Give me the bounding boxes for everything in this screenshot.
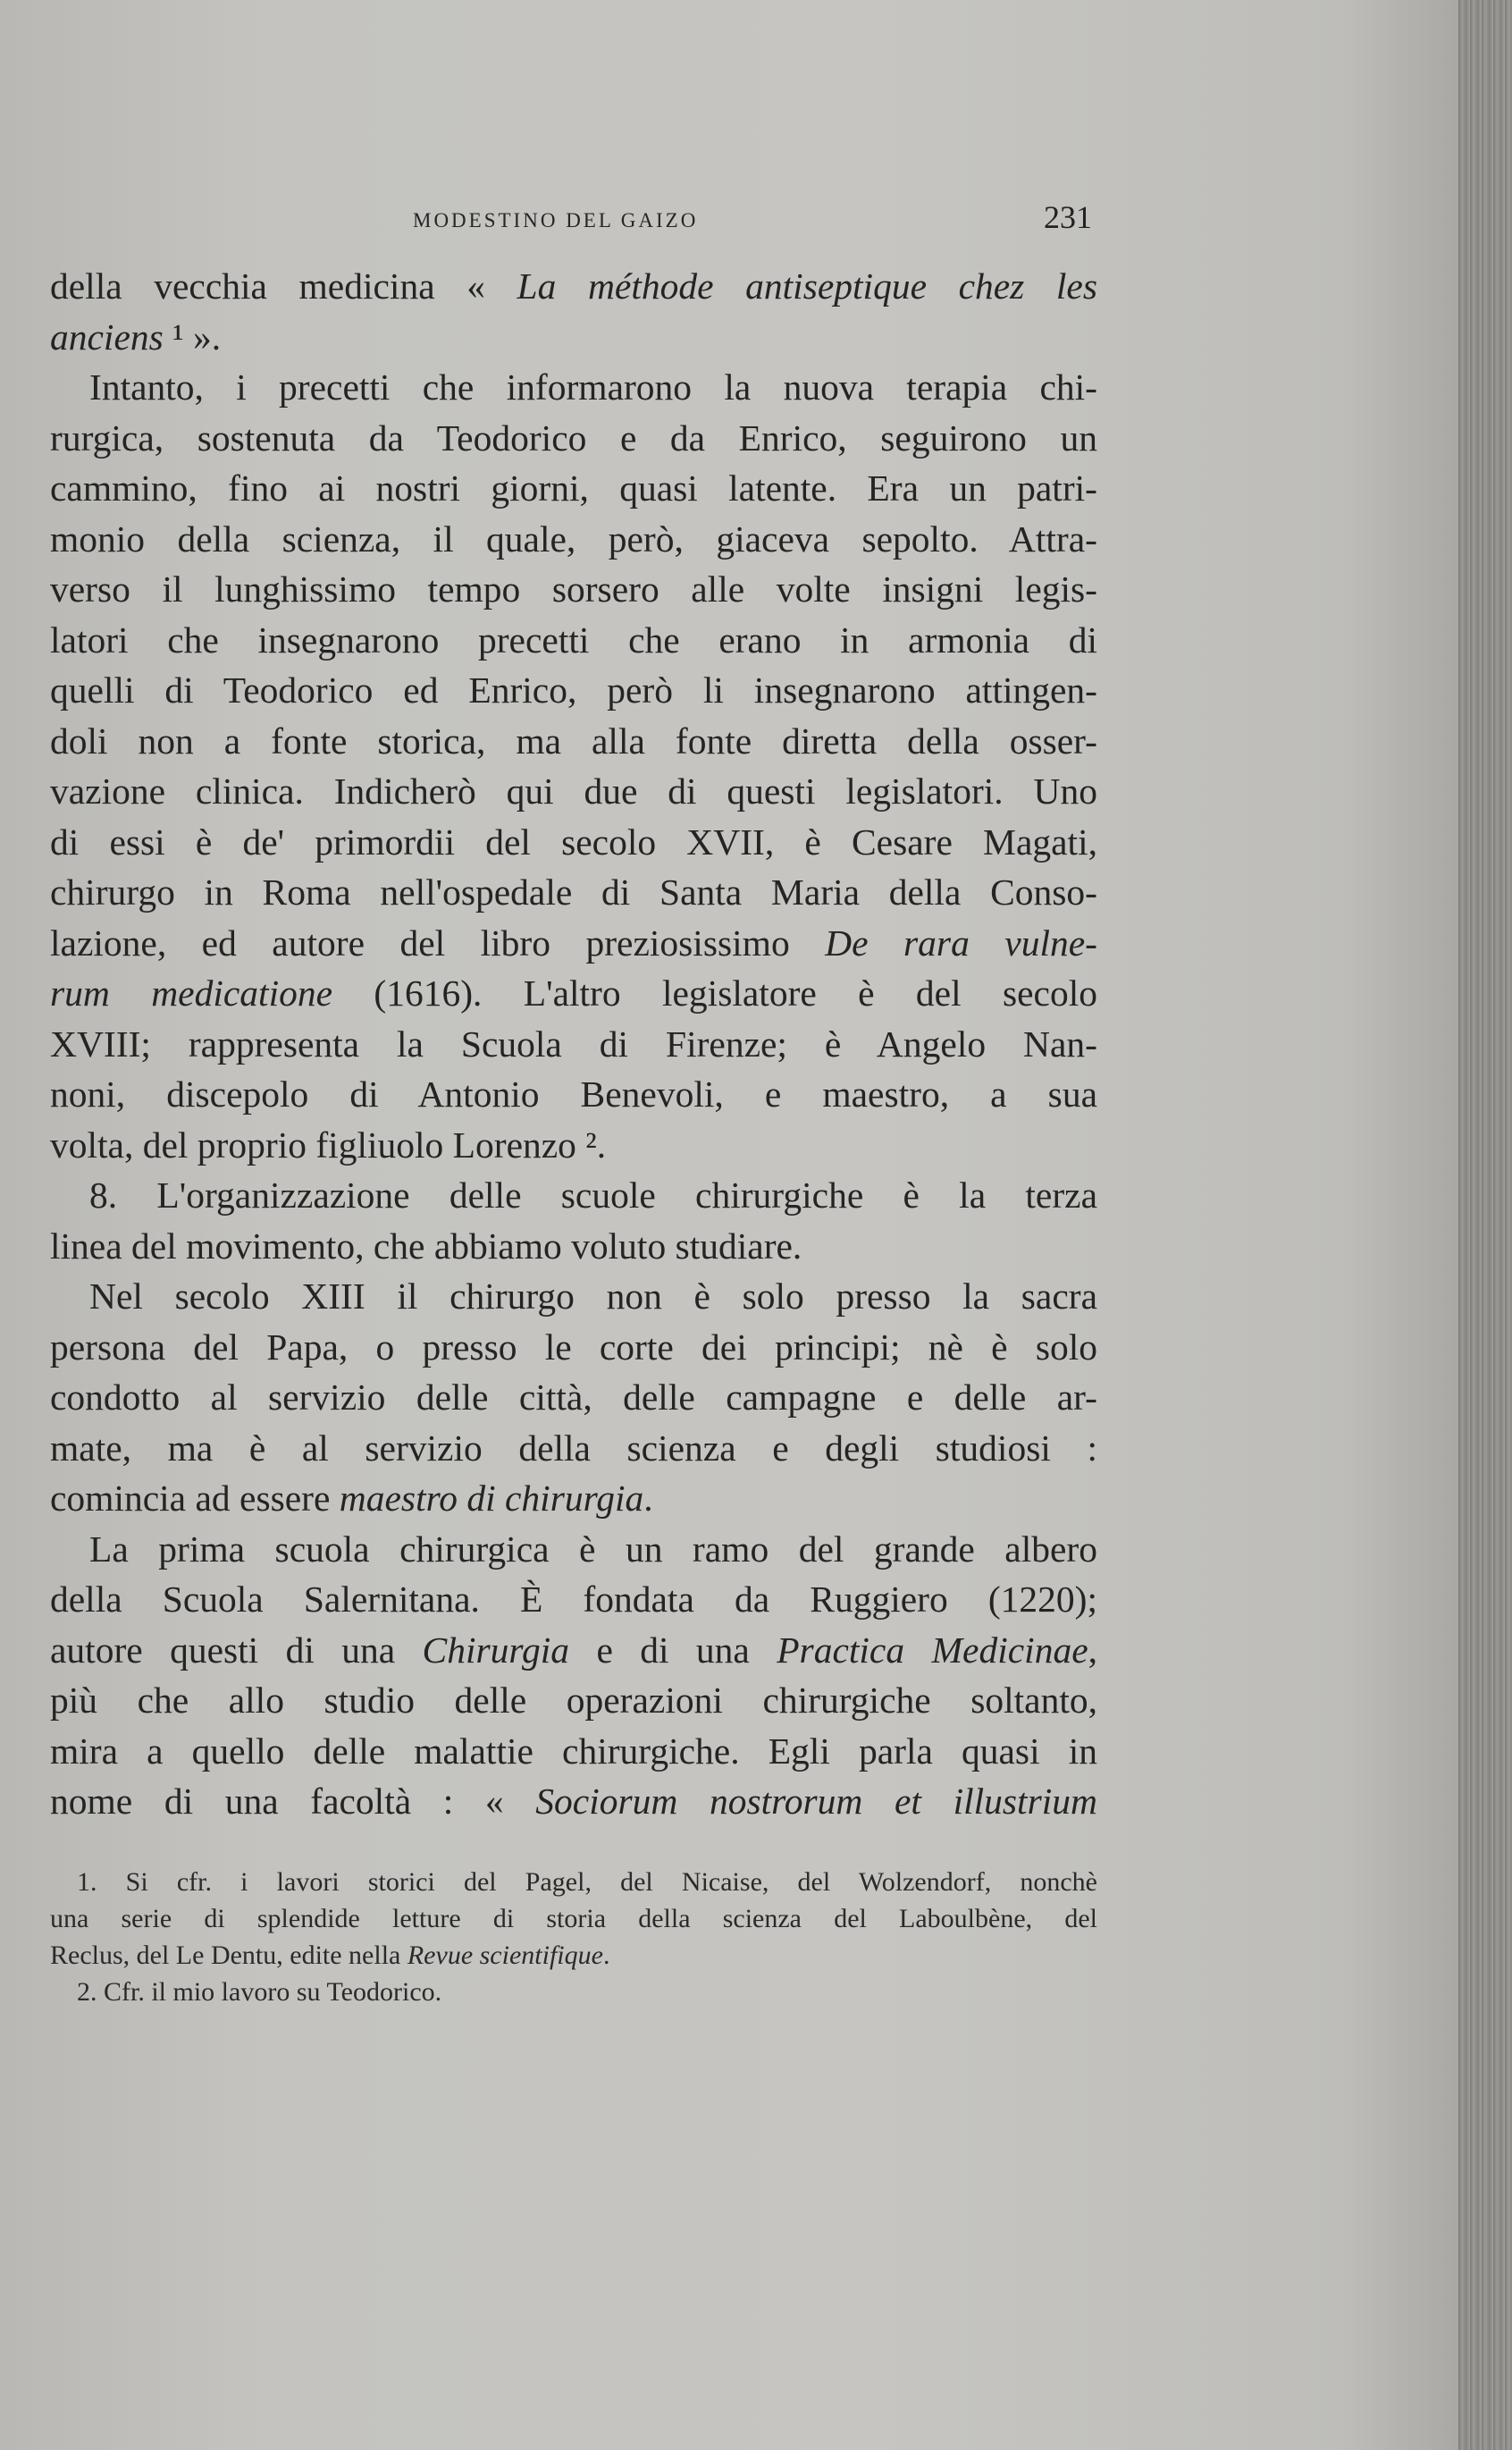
text-line: [50, 1473, 1097, 1524]
text-segment: Intanto, i precetti che informarono la nuova terapia chi-: [89, 366, 1097, 408]
text-line: [50, 1675, 1097, 1726]
text-line: [50, 1372, 1097, 1423]
text-segment: Reclus, del Le Dentu, edite nella: [50, 1941, 407, 1970]
text-segment: comincia ad essere: [50, 1478, 340, 1519]
text-line: [50, 968, 1097, 1019]
text-line: [50, 867, 1097, 918]
running-title: MODESTINO DEL GAIZO: [413, 209, 699, 232]
italic-text: De rara vulne-: [825, 922, 1097, 964]
italic-text: Practica Medicinae: [777, 1629, 1088, 1671]
text-segment: lazione, ed autore del libro preziosissimo: [50, 922, 826, 964]
text-segment: cammino, fino ai nostri giorni, quasi latente. Era un patri-: [50, 467, 1097, 509]
text-line: [50, 1726, 1097, 1777]
body-text: [50, 261, 1097, 1827]
text-line: [50, 918, 1097, 969]
text-segment: 1. Si cfr. i lavori storici del Pagel, del Nicaise, del Wolzendorf, nonchè: [77, 1867, 1097, 1897]
italic-text: rum medicatione: [50, 972, 333, 1014]
text-line: [50, 362, 1097, 413]
text-line: [50, 463, 1097, 514]
page-number: 231: [1044, 199, 1092, 235]
text-line: [50, 1322, 1097, 1373]
text-line: [50, 1170, 1097, 1221]
text-segment: ¹ ».: [163, 316, 222, 358]
italic-text: Chirurgia: [422, 1629, 570, 1671]
text-segment: latori che insegnarono precetti che erano in armonia di: [50, 619, 1097, 661]
text-segment: 2. Cfr. il mio lavoro su Teodorico.: [77, 1977, 442, 2007]
text-segment: verso il lunghissimo tempo sorsero alle volte insigni legis-: [50, 568, 1097, 610]
text-segment: XVIII; rappresenta la Scuola di Firenze; è Angelo Nan-: [50, 1023, 1097, 1065]
text-line: [50, 665, 1097, 716]
text-segment: noni, discepolo di Antonio Benevoli, e maestro, a sua: [50, 1073, 1097, 1115]
text-segment: di essi è de' primordii del secolo XVII, è Cesare Magati,: [50, 821, 1097, 863]
text-line: [50, 1120, 1097, 1171]
text-segment: più che allo studio delle operazioni chirurgiche soltanto,: [50, 1680, 1097, 1721]
footnotes: [50, 1864, 1097, 2010]
text-line: [50, 413, 1097, 464]
text-line: [50, 1423, 1097, 1474]
text-segment: ,: [1088, 1629, 1097, 1671]
text-segment: doli non a fonte storica, ma alla fonte diretta della osser-: [50, 720, 1097, 762]
text-line: [50, 312, 1097, 363]
text-line: [50, 817, 1097, 868]
text-line: [50, 261, 1097, 312]
footnote-line: [50, 1864, 1097, 1900]
text-line: [50, 1221, 1097, 1272]
text-segment: condotto al servizio delle città, delle campagne e delle ar-: [50, 1377, 1097, 1418]
page-stack-edge: [1458, 0, 1512, 2450]
text-segment: La prima scuola chirurgica è un ramo del grande albero: [89, 1528, 1097, 1570]
text-segment: autore questi di una: [50, 1629, 423, 1671]
text-line: [50, 1524, 1097, 1575]
text-segment: mate, ma è al servizio della scienza e degli studiosi :: [50, 1427, 1097, 1469]
text-line: [50, 615, 1097, 666]
text-segment: della Scuola Salernitana. È fondata da Ruggiero (1220);: [50, 1579, 1097, 1620]
text-line: [50, 766, 1097, 817]
text-segment: persona del Papa, o presso le corte dei principi; nè è solo: [50, 1326, 1097, 1368]
text-segment: volta, del proprio figliuolo Lorenzo ².: [50, 1124, 607, 1166]
text-segment: Nel secolo XIII il chirurgo non è solo presso la sacra: [89, 1276, 1097, 1317]
italic-text: Sociorum nostrorum et illustrium: [535, 1781, 1097, 1822]
text-line: [50, 1625, 1097, 1676]
text-line: [50, 716, 1097, 767]
footnote-line: [50, 1937, 1097, 1974]
text-segment: chirurgo in Roma nell'ospedale di Santa Maria della Conso-: [50, 871, 1097, 913]
text-segment: e di una: [569, 1629, 777, 1671]
text-segment: nome di una facoltà : «: [50, 1781, 536, 1822]
text-segment: una serie di splendide letture di storia della scienza del Laboulbène, del: [50, 1904, 1097, 1933]
text-segment: linea del movimento, che abbiamo voluto studiare.: [50, 1225, 802, 1267]
text-line: [50, 1574, 1097, 1625]
text-segment: quelli di Teodorico ed Enrico, però li insegnarono attingen-: [50, 669, 1097, 711]
text-line: [50, 1271, 1097, 1322]
text-line: [50, 514, 1097, 565]
text-line: [50, 1069, 1097, 1120]
italic-text: La méthode antiseptique chez les: [517, 265, 1097, 307]
text-segment: della vecchia medicina «: [50, 265, 517, 307]
footnote-line: [50, 1900, 1097, 1937]
italic-text: Revue scientifique: [407, 1941, 603, 1970]
text-segment: .: [643, 1478, 653, 1519]
text-segment: rurgica, sostenuta da Teodorico e da Enrico, seguirono un: [50, 417, 1097, 459]
text-line: [50, 1776, 1097, 1827]
text-segment: mira a quello delle malattie chirurgiche. Egli parla quasi in: [50, 1730, 1097, 1772]
text-line: [50, 1019, 1097, 1070]
page-header: [0, 198, 1458, 252]
text-segment: monio della scienza, il quale, però, giaceva sepolto. Attra-: [50, 518, 1097, 560]
text-line: [50, 564, 1097, 615]
text-segment: .: [602, 1941, 610, 1970]
text-segment: 8. L'organizzazione delle scuole chirurgiche è la terza: [89, 1174, 1097, 1216]
italic-text: anciens: [50, 316, 164, 358]
text-segment: vazione clinica. Indicherò qui due di questi legislatori. Uno: [50, 770, 1097, 812]
footnote-line: [50, 1974, 1097, 2010]
italic-text: maestro di chirurgia: [339, 1478, 644, 1519]
text-segment: (1616). L'altro legislatore è del secolo: [332, 972, 1097, 1014]
